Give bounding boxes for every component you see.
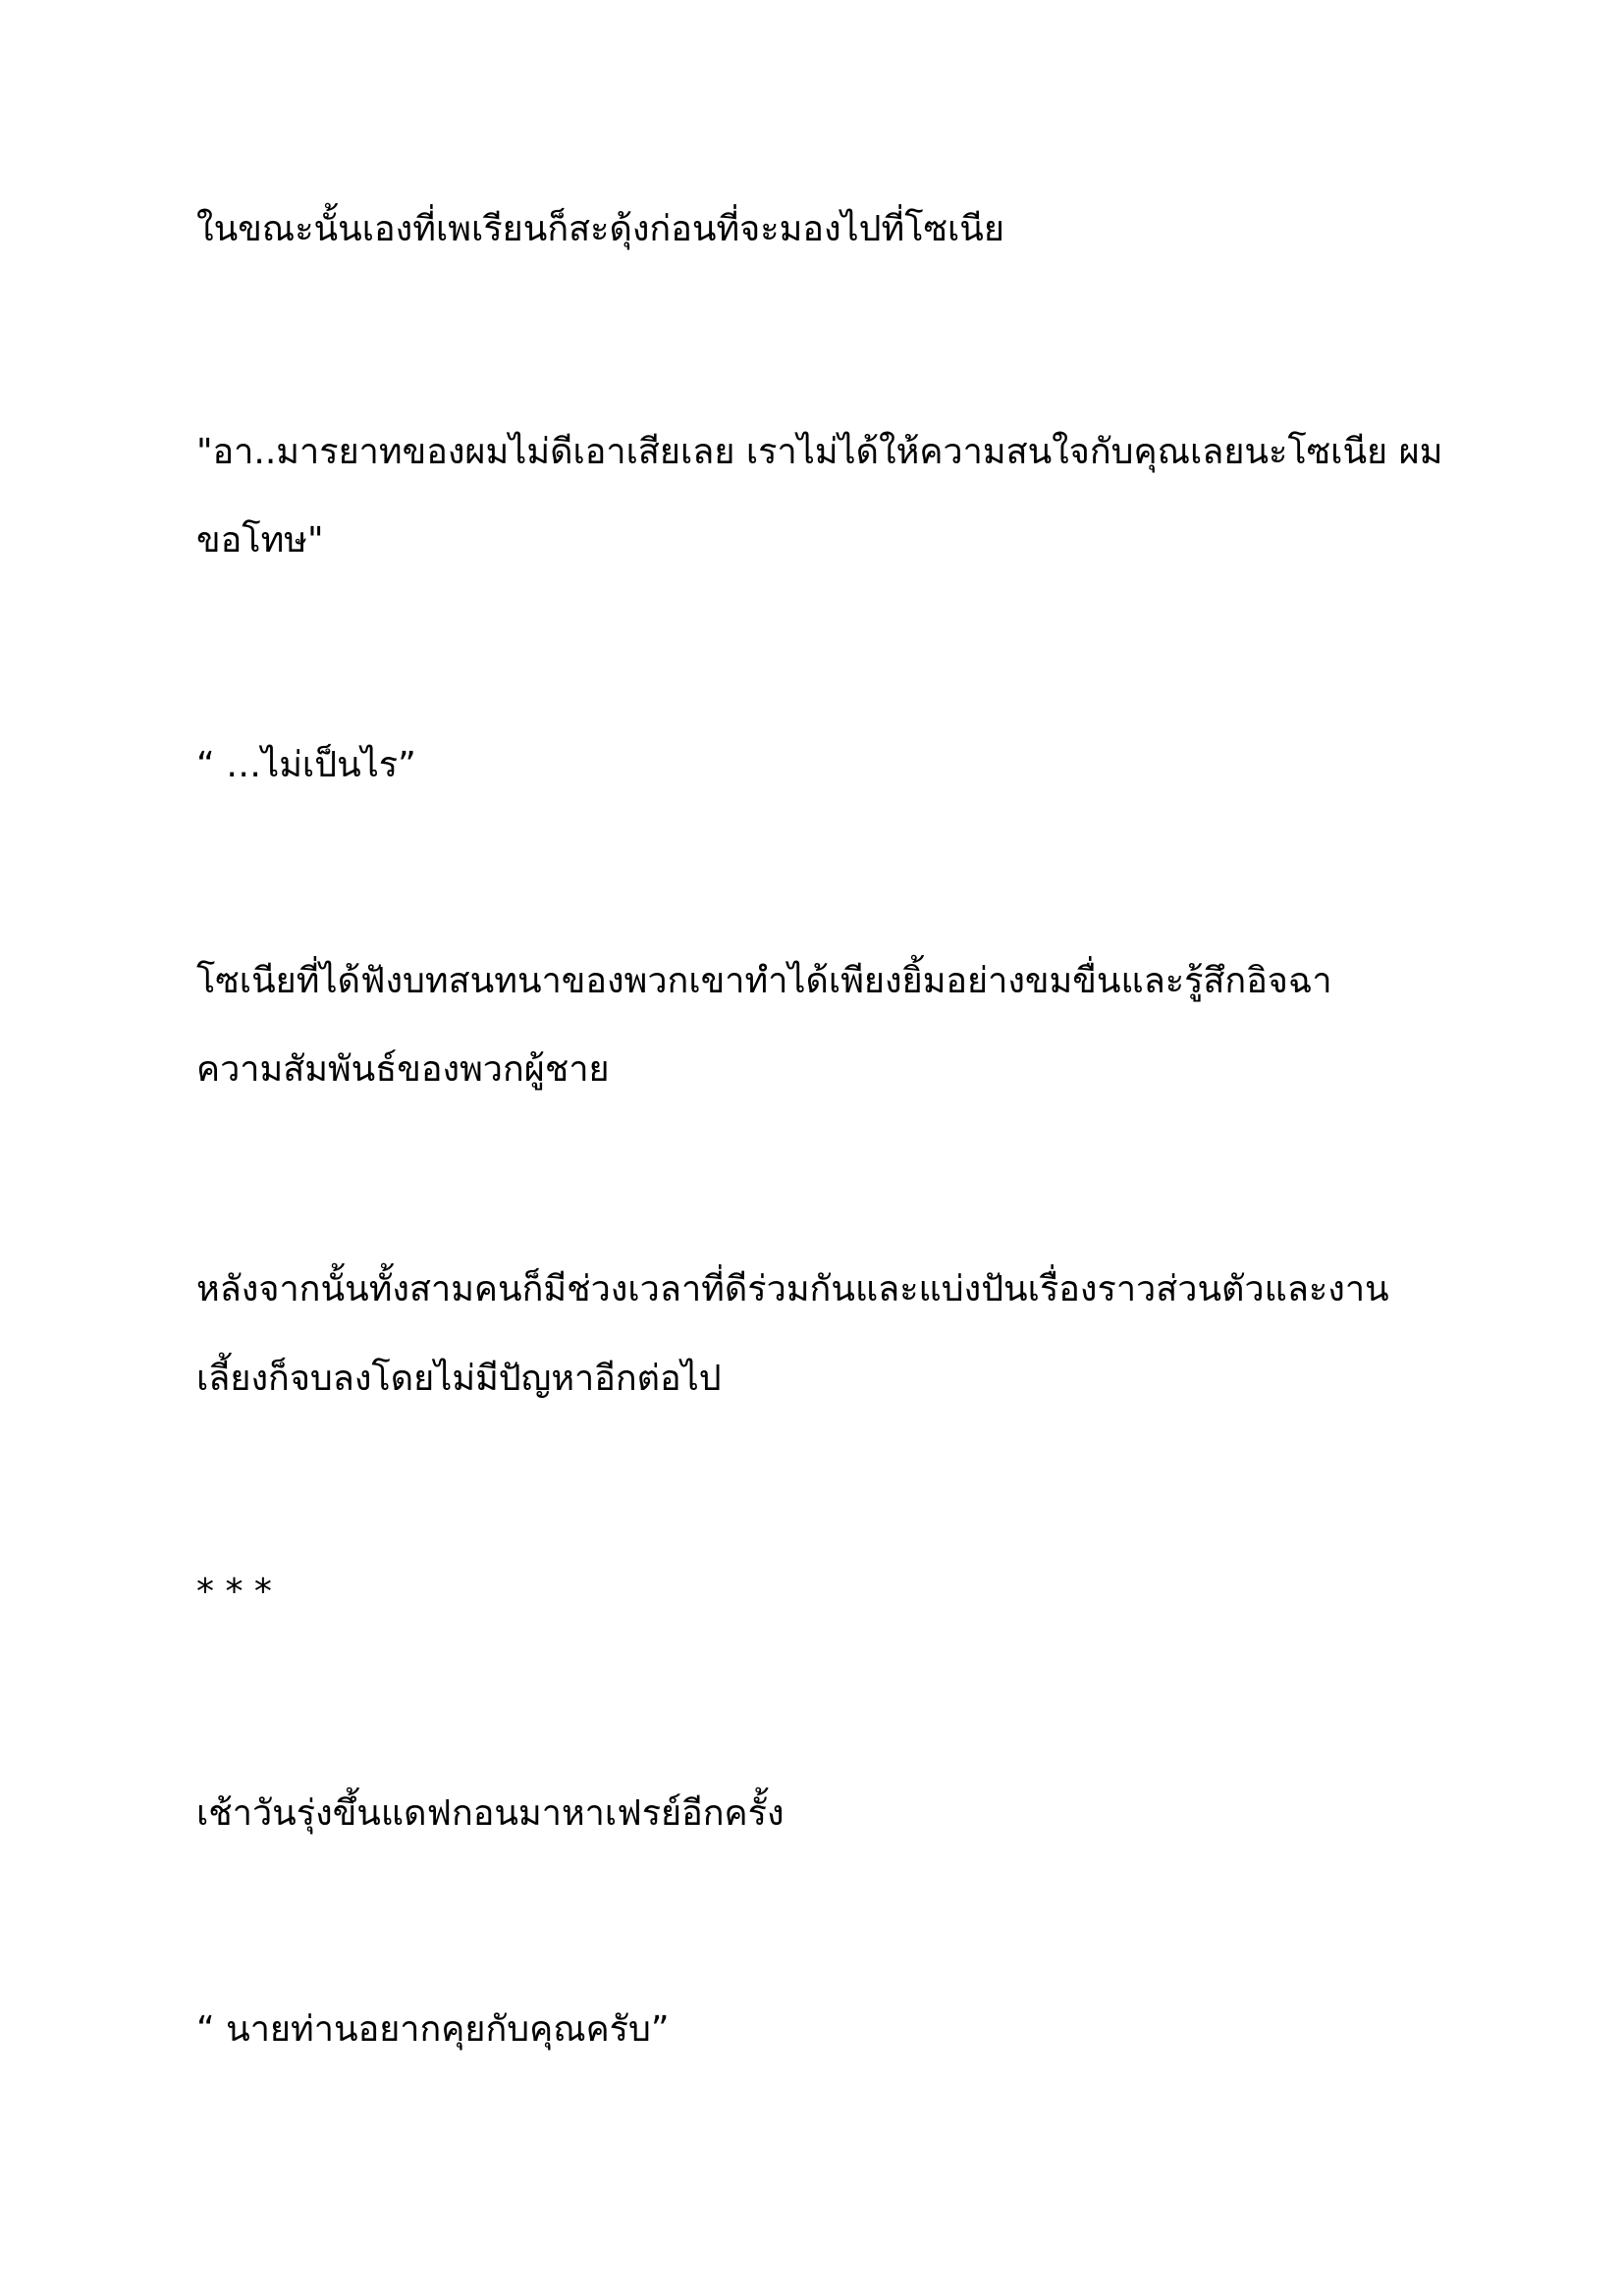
paragraph-3-line-1: “ …ไม่เป็นไร” — [196, 745, 416, 785]
paragraph-5-line-2: เลี้ยงก็จบลงโดยไม่มีปัญหาอีกต่อไป — [196, 1359, 722, 1399]
paragraph-7-line-1: “ นายท่านอยากคุยกับคุณครับ” — [196, 2009, 670, 2050]
paragraph-2-line-2: ขอโทษ" — [196, 520, 324, 561]
paragraph-4-line-1: โซเนียที่ได้ฟังบทสนทนาของพวกเขาทำได้เพียงยิ้มอย่างขมขื่นและรู้สึกอิจฉา — [196, 961, 1332, 1001]
paragraph-6-line-1: เช้าวันรุ่งขึ้นแดฟกอนมาหาเฟรย์อีกครั้ง — [196, 1793, 785, 1834]
scene-break: * * * — [196, 1572, 272, 1612]
paragraph-1-line-1: ในขณะนั้นเองที่เพเรียนก็สะดุ้งก่อนที่จะมองไปที่โซเนีย — [196, 209, 1005, 249]
paragraph-4-line-2: ความสัมพันธ์ของพวกผู้ชาย — [196, 1049, 610, 1090]
paragraph-2-line-1: "อา..มารยาทของผมไม่ดีเอาเสียเลย เราไม่ได้ให้ความสนใจกับคุณเลยนะโซเนีย ผม — [196, 432, 1443, 472]
paragraph-5-line-1: หลังจากนั้นทั้งสามคนก็มีช่วงเวลาที่ดีร่วมกันและแบ่งปันเรื่องราวส่วนตัวและงาน — [196, 1269, 1389, 1309]
